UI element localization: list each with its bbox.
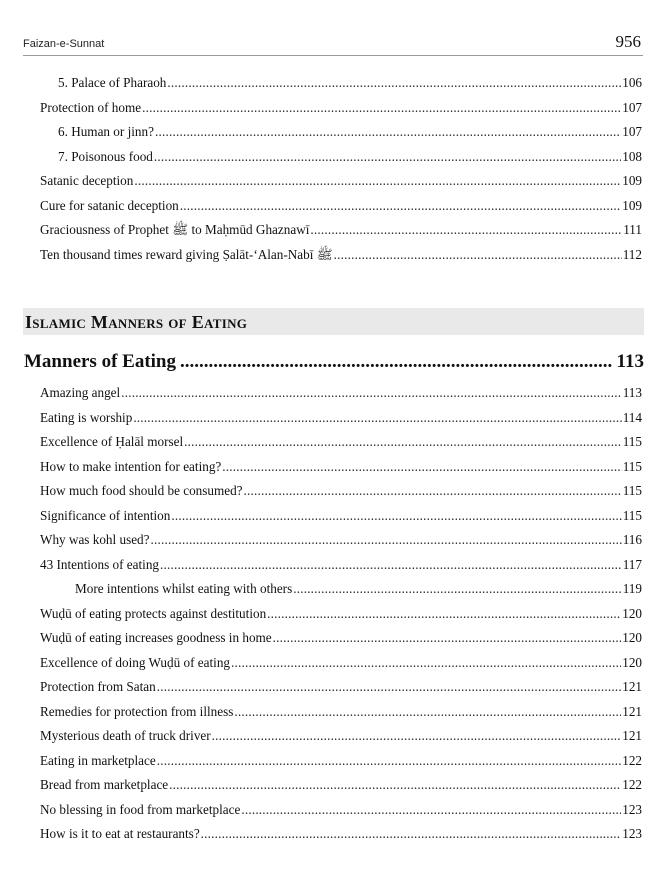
toc-entry[interactable] [40,582,642,607]
leader-dots [154,150,621,163]
leader-dots [244,484,622,497]
toc-entry-page: 121 [622,728,642,743]
toc-entry-page: 112 [622,246,642,262]
toc-entry-title: How is it to eat at restaurants? [40,826,200,841]
toc-list-bottom [40,386,642,852]
chapter-title: Manners of Eating [24,351,176,372]
toc-entry[interactable] [40,754,642,779]
toc-entry[interactable] [40,150,642,175]
leader-dots [180,199,621,212]
toc-entry[interactable] [40,199,642,224]
leader-dots [222,460,621,473]
leader-dots [293,582,622,595]
toc-entry-page: 123 [622,826,642,841]
toc-entry-title: Excellence of doing Wuḍū of eating [40,654,231,670]
toc-entry-title: 43 Intentions of eating [40,556,160,572]
toc-entry-page: 120 [622,654,642,670]
toc-entry-title: Why was kohl used? [40,532,150,547]
toc-entry[interactable] [40,656,642,681]
toc-entry-title: Satanic deception [40,173,134,188]
leader-dots [157,680,621,693]
toc-entry-page: 123 [622,801,642,817]
toc-entry[interactable] [40,386,642,411]
leader-dots [273,631,622,644]
leader-dots [201,827,622,840]
chapter-page: 113 [616,351,644,372]
toc-entry-page: 121 [622,679,642,694]
toc-entry[interactable] [40,484,642,509]
section-heading-band [23,308,644,335]
toc-entry-title: Eating in marketplace [40,752,156,768]
page-number: 956 [615,32,641,51]
toc-entry-title: Ten thousand times reward giving Ṣalāt-‘Alan-Nabī ﷺ [40,246,333,262]
toc-entry[interactable] [40,631,642,656]
toc-entry-page: 115 [622,434,642,449]
toc-entry[interactable] [40,125,642,150]
chapter-entry[interactable] [24,351,644,373]
toc-entry-page: 117 [622,556,642,572]
toc-entry[interactable] [40,509,642,534]
leader-dots [334,248,622,261]
toc-entry-page: 107 [622,99,642,115]
toc-entry[interactable] [40,558,642,583]
toc-entry-title: Wuḍū of eating protects against destitution [40,605,267,621]
toc-entry-title: 5. Palace of Pharaoh [58,75,167,90]
toc-entry[interactable] [40,705,642,730]
toc-entry-page: 120 [622,630,642,645]
toc-entry-title: Protection from Satan [40,679,156,694]
page-header [23,30,643,56]
leader-dots [267,607,621,620]
book-title: Faizan-e-Sunnat [23,38,105,50]
toc-entry-title: More intentions whilst eating with others [75,581,293,596]
toc-entry-title: Excellence of Ḥalāl morsel [40,434,184,449]
leader-dots [157,754,622,767]
toc-entry-page: 121 [622,703,642,719]
toc-entry-page: 115 [622,507,642,523]
toc-entry-page: 119 [622,581,642,596]
toc-entry-title: Wuḍū of eating increases goodness in home [40,630,272,645]
toc-entry[interactable] [40,803,642,828]
leader-dots [155,125,621,138]
toc-entry-title: Significance of intention [40,507,171,523]
toc-entry[interactable] [40,460,642,485]
toc-entry-title: Protection of home [40,99,142,115]
toc-entry[interactable] [40,729,642,754]
toc-entry-title: Cure for satanic deception [40,197,179,213]
leader-dots [231,656,621,669]
leader-dots [171,509,621,522]
toc-entry-page: 115 [622,483,642,498]
leader-dots [142,101,621,114]
leader-dots [180,351,613,373]
toc-entry[interactable] [40,435,642,460]
toc-entry[interactable] [40,101,642,126]
leader-dots [121,386,622,399]
toc-entry-page: 122 [622,777,642,792]
toc-entry[interactable] [40,680,642,705]
toc-entry-page: 120 [622,605,642,621]
toc-entry-page: 111 [623,222,642,237]
toc-entry-title: 7. Poisonous food [58,148,153,164]
toc-entry-title: Eating is worship [40,409,133,425]
toc-entry[interactable] [40,248,642,273]
leader-dots [169,778,621,791]
toc-entry-title: How to make intention for eating? [40,458,222,474]
toc-entry-page: 109 [622,173,642,188]
toc-entry[interactable] [40,607,642,632]
toc-entry[interactable] [40,223,642,248]
leader-dots [134,174,621,187]
toc-entry-page: 109 [622,197,642,213]
toc-list-top [40,76,642,272]
toc-entry-title: Amazing angel [40,385,121,400]
leader-dots [160,558,622,571]
toc-entry-page: 115 [622,458,642,474]
leader-dots [133,411,621,424]
toc-entry-page: 122 [622,752,642,768]
toc-entry[interactable] [40,174,642,199]
leader-dots [167,76,621,89]
toc-entry[interactable] [40,778,642,803]
toc-entry-title: Bread from marketplace [40,777,169,792]
toc-entry-page: 106 [622,75,642,90]
toc-entry-page: 116 [622,532,642,547]
leader-dots [234,705,621,718]
section-title: Islamic Manners of Eating [25,312,248,332]
toc-entry[interactable] [40,827,642,852]
toc-entry-title: Remedies for protection from illness [40,703,234,719]
leader-dots [241,803,621,816]
toc-entry-page: 113 [622,385,642,400]
toc-entry-page: 107 [622,124,642,139]
toc-entry-title: Graciousness of Prophet ﷺ to Maḥmūd Ghaznawī [40,222,310,237]
toc-entry-title: How much food should be consumed? [40,483,243,498]
leader-dots [151,533,622,546]
leader-dots [310,223,622,236]
toc-entry-title: No blessing in food from marketplace [40,801,241,817]
leader-dots [212,729,622,742]
leader-dots [184,435,622,448]
toc-entry-title: 6. Human or jinn? [58,124,154,139]
toc-entry-title: Mysterious death of truck driver [40,728,211,743]
toc-entry[interactable] [40,411,642,436]
toc-entry-page: 114 [622,409,642,425]
toc-entry[interactable] [40,76,642,101]
toc-entry[interactable] [40,533,642,558]
toc-entry-page: 108 [622,148,642,164]
